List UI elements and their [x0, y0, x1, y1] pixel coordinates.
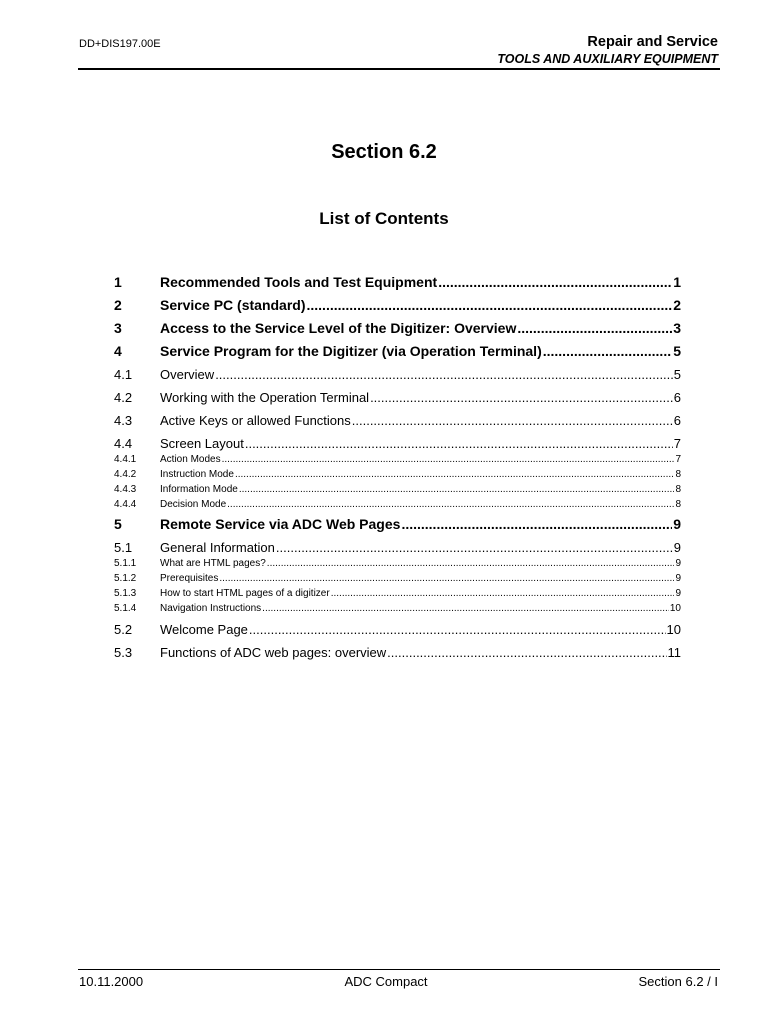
dot-leader — [262, 604, 669, 614]
toc-entry — [0, 639, 768, 659]
dot-leader — [227, 500, 674, 510]
header-subtitle: TOOLS AND AUXILIARY EQUIPMENT — [497, 52, 718, 66]
toc-entry-number: 4.2 — [114, 390, 133, 405]
document-id: DD+DIS197.00E — [79, 38, 161, 50]
toc-entry-number: 5.1.3 — [114, 588, 137, 599]
toc-entry-page: 1 — [673, 274, 681, 290]
toc-entry-page: 8 — [675, 469, 681, 480]
toc-entry-page: 5 — [673, 367, 681, 382]
toc-entry — [0, 490, 768, 510]
toc-entry-title: General Information — [160, 540, 275, 555]
toc-entry — [0, 511, 768, 531]
toc-entry-number: 5.1.2 — [114, 573, 137, 584]
toc-entry — [0, 292, 768, 312]
toc-entry — [0, 384, 768, 404]
toc-entry-title: Service Program for the Digitizer (via Operation Terminal) — [160, 343, 542, 359]
dot-leader — [438, 275, 672, 289]
toc-entry-number: 4.4.3 — [114, 484, 137, 495]
toc-entry-title: Screen Layout — [160, 436, 244, 451]
toc-entry-page: 7 — [673, 436, 681, 451]
toc-entry-page: 3 — [673, 320, 681, 336]
toc-entry-page: 5 — [673, 343, 681, 359]
toc-entry-page: 9 — [673, 516, 681, 532]
header-title: Repair and Service — [587, 34, 718, 50]
toc-entry-title: Recommended Tools and Test Equipment — [160, 274, 438, 290]
toc-entry-number: 5.1.4 — [114, 603, 137, 614]
toc-entry-title: Decision Mode — [160, 499, 227, 510]
footer-page-ref: Section 6.2 / I — [638, 974, 718, 989]
toc-entry — [0, 594, 768, 614]
toc-entry — [0, 315, 768, 335]
toc-entry-number: 2 — [114, 297, 122, 313]
toc-entry-title: Active Keys or allowed Functions — [160, 413, 351, 428]
toc-entry-number: 1 — [114, 274, 122, 290]
toc-entry-page: 9 — [675, 558, 681, 569]
toc-entry-title: Action Modes — [160, 454, 221, 465]
toc-entry-number: 4.4 — [114, 436, 133, 451]
dot-leader — [370, 391, 673, 404]
contents-heading: List of Contents — [319, 209, 449, 228]
toc-entry-title: Navigation Instructions — [160, 603, 262, 614]
toc-entry-number: 4.4.2 — [114, 469, 137, 480]
dot-leader — [307, 298, 673, 312]
toc-entry-number: 3 — [114, 320, 122, 336]
toc-entry-number: 5.1.1 — [114, 558, 137, 569]
toc-entry-number: 4.4.1 — [114, 454, 137, 465]
dot-leader — [215, 368, 673, 381]
toc-entry-title: How to start HTML pages of a digitizer — [160, 588, 330, 599]
toc-entry-page: 6 — [673, 413, 681, 428]
toc-entry-title: Functions of ADC web pages: overview — [160, 645, 387, 660]
dot-leader — [543, 344, 672, 358]
toc-entry-page: 10 — [666, 622, 681, 637]
footer-date: 10.11.2000 — [79, 974, 144, 989]
toc-entry-page: 9 — [675, 573, 681, 584]
toc-entry-number: 5.1 — [114, 540, 133, 555]
toc-entry-title: Access to the Service Level of the Digitizer: Overview — [160, 320, 517, 336]
toc-entry-page: 10 — [669, 603, 681, 614]
toc-entry-page: 9 — [673, 540, 681, 555]
toc-entry-page: 9 — [675, 588, 681, 599]
dot-leader — [401, 517, 672, 531]
toc-entry-number: 4.1 — [114, 367, 133, 382]
toc-entry — [0, 269, 768, 289]
toc-entry-title: Information Mode — [160, 484, 238, 495]
toc-entry-number: 4.3 — [114, 413, 133, 428]
toc-entry — [0, 407, 768, 427]
toc-entry — [0, 338, 768, 358]
header-rule — [78, 68, 720, 70]
toc-entry-title: Prerequisites — [160, 573, 219, 584]
toc-entry-title: Welcome Page — [160, 622, 248, 637]
toc-entry-title: Working with the Operation Terminal — [160, 390, 370, 405]
toc-entry-number: 5.3 — [114, 645, 133, 660]
toc-entry-number: 4.4.4 — [114, 499, 137, 510]
toc-entry-page: 2 — [673, 297, 681, 313]
toc-entry-page: 8 — [675, 499, 681, 510]
footer-product: ADC Compact — [344, 974, 428, 989]
toc-entry-number: 4 — [114, 343, 122, 359]
dot-leader — [517, 321, 672, 335]
toc-entry-page: 11 — [667, 645, 681, 660]
toc-entry-title: Overview — [160, 367, 215, 382]
toc-entry-title: What are HTML pages? — [160, 558, 266, 569]
toc-entry-title: Service PC (standard) — [160, 297, 306, 313]
toc-entry-title: Remote Service via ADC Web Pages — [160, 516, 401, 532]
toc-entry-page: 6 — [673, 390, 681, 405]
dot-leader — [249, 623, 666, 636]
dot-leader — [352, 414, 673, 427]
dot-leader — [387, 646, 666, 659]
toc-entry-number: 5.2 — [114, 622, 133, 637]
toc-entry — [0, 616, 768, 636]
toc-entry-page: 7 — [675, 454, 681, 465]
toc-entry — [0, 361, 768, 381]
toc-entry-page: 8 — [675, 484, 681, 495]
section-heading: Section 6.2 — [331, 141, 437, 163]
toc-entry-number: 5 — [114, 516, 122, 532]
footer-rule — [78, 969, 720, 970]
toc-entry-title: Instruction Mode — [160, 469, 234, 480]
